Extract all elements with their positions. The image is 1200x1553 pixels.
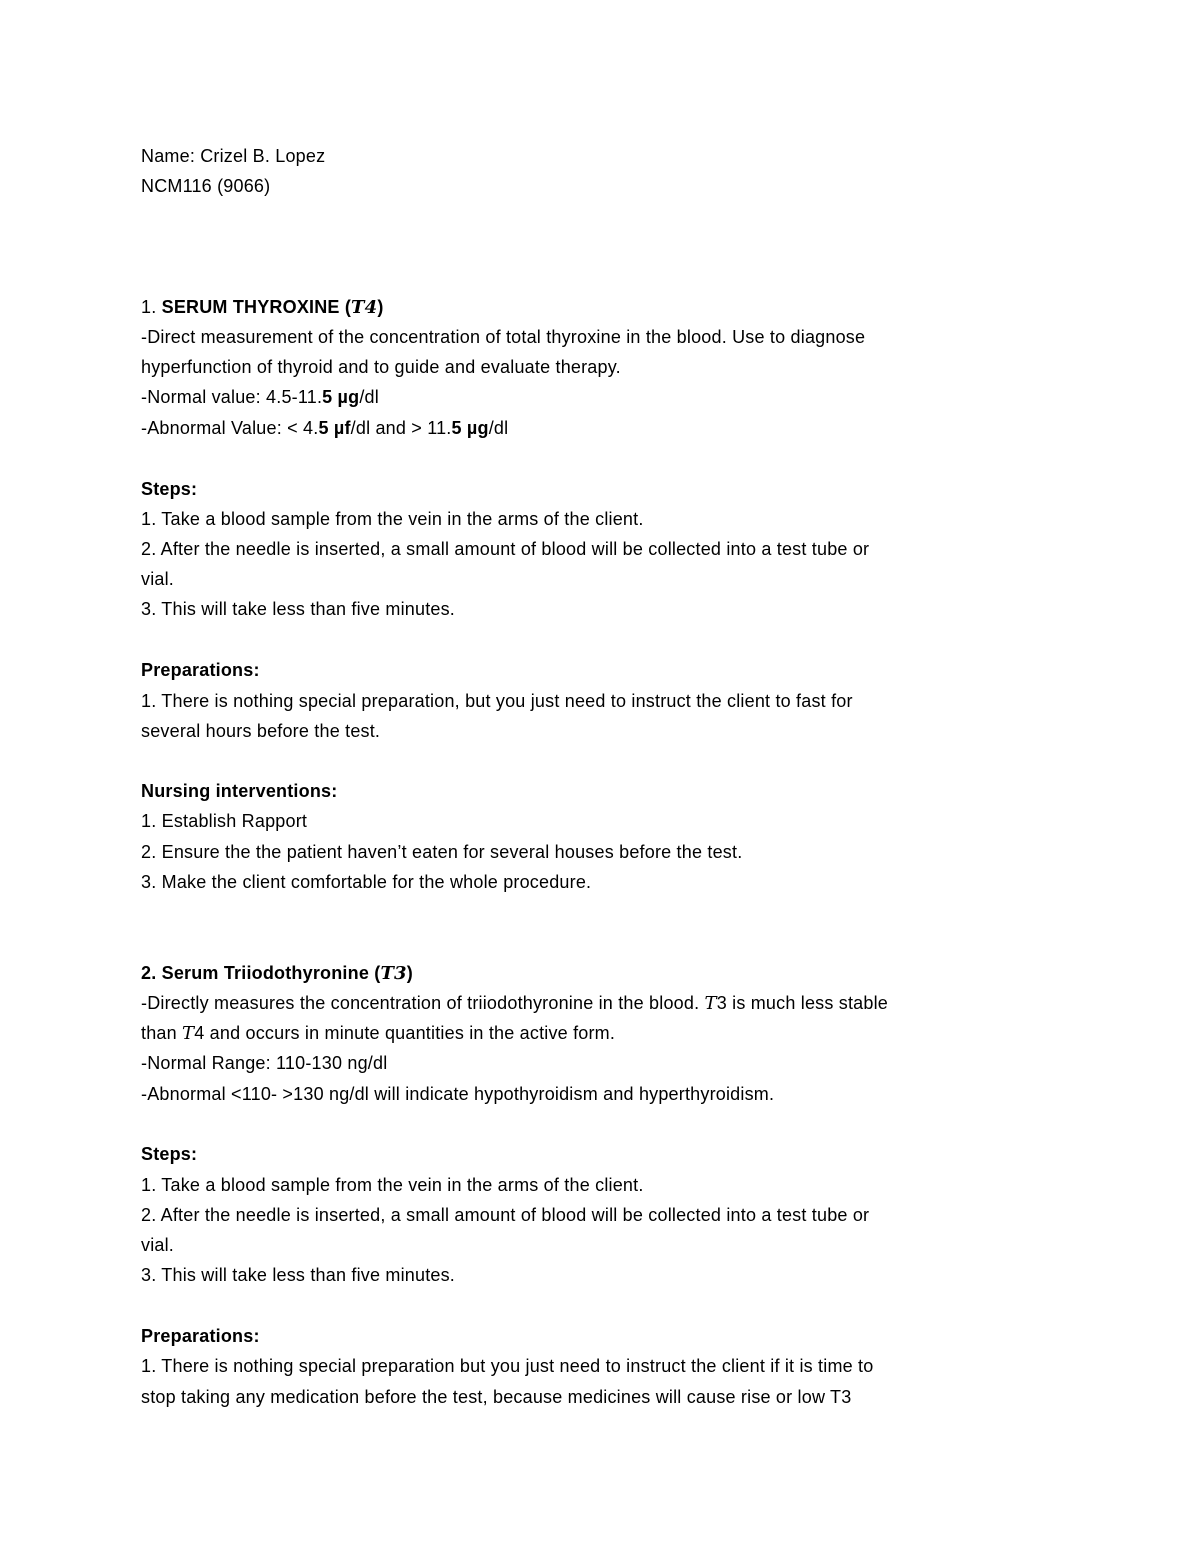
prep-item (141, 720, 380, 742)
step-text: This will take less than five minutes. (156, 599, 456, 619)
step-text: After the needle is inserted, a small amount of blood will be collected into a test tube or (156, 539, 870, 559)
nursing-text: Establish Rapport (156, 811, 308, 831)
prep-num: 1. (141, 1356, 157, 1376)
step-num: 2. (141, 539, 157, 559)
step-num: 1. (141, 1175, 157, 1195)
heading-number: 1. (141, 297, 162, 317)
abnormal-mid: /dl and > 11. (350, 418, 452, 438)
heading-close: ) (406, 963, 413, 983)
nursing-num: 1. (141, 811, 157, 831)
step-item (141, 568, 174, 590)
heading-text: 2. Serum Triiodothyronine ( (141, 963, 381, 983)
nursing-num: 3. (141, 872, 157, 892)
step-item (141, 1234, 174, 1256)
desc-text: than (141, 1023, 183, 1043)
abnormal-prefix: -Abnormal Value: < 4. (141, 418, 319, 438)
step-num: 3. (141, 599, 157, 619)
abnormal-bold1: 5 µf (318, 418, 351, 438)
prep-num: 1. (141, 691, 157, 711)
step-text: This will take less than five minutes. (156, 1265, 456, 1285)
section1-normal-value (141, 386, 379, 408)
step-text: After the needle is inserted, a small amount of blood will be collected into a test tube or (156, 1205, 870, 1225)
section1-nursing-title: Nursing interventions: (141, 781, 338, 801)
nursing-item (141, 810, 307, 832)
prep-item (141, 690, 853, 712)
section1-desc-line2: hyperfunction of thyroid and to guide and evaluate therapy. (141, 357, 621, 377)
step-item (141, 1204, 869, 1226)
desc-math: T (182, 1023, 195, 1044)
nursing-item (141, 871, 591, 893)
prep-text: There is nothing special preparation but you just need to instruct the client if it is time to (156, 1356, 874, 1376)
section1-prep-title: Preparations: (141, 660, 260, 680)
abnormal-suffix: /dl (488, 418, 509, 438)
step-text: Take a blood sample from the vein in the arms of the client. (156, 509, 644, 529)
prep-text: stop taking any medication before the test, because medicines will cause rise or low T3 (141, 1387, 852, 1407)
section2-desc-line1 (141, 992, 888, 1015)
step-item (141, 598, 455, 620)
prep-text: several hours before the test. (141, 721, 381, 741)
section1-desc-line1: -Direct measurement of the concentration of total thyroxine in the blood. Use to diagnose (141, 327, 866, 347)
nursing-num: 2. (141, 842, 157, 862)
heading-close: ) (377, 297, 384, 317)
normal-prefix: -Normal value: 4.5-11. (141, 387, 323, 407)
step-item (141, 508, 644, 530)
section2-normal-range: -Normal Range: 110-130 ng/dl (141, 1053, 388, 1073)
nursing-text: Ensure the the patient haven’t eaten for several houses before the test. (156, 842, 743, 862)
desc-text: 3 is much less stable (716, 993, 888, 1013)
step-item (141, 538, 869, 560)
normal-suffix: /dl (359, 387, 379, 407)
step-item (141, 1174, 644, 1196)
abnormal-bold2: 5 µg (451, 418, 489, 438)
step-item (141, 1264, 455, 1286)
prep-item (141, 1355, 873, 1377)
step-text: Take a blood sample from the vein in the arms of the client. (156, 1175, 644, 1195)
step-text: vial. (141, 1235, 175, 1255)
nursing-text: Make the client comfortable for the whole procedure. (156, 872, 592, 892)
section2-abnormal: -Abnormal <110- >130 ng/dl will indicate hypothyroidism and hyperthyroidism. (141, 1084, 775, 1104)
step-text: vial. (141, 569, 175, 589)
step-num: 3. (141, 1265, 157, 1285)
step-num: 2. (141, 1205, 157, 1225)
section2-prep-title: Preparations: (141, 1326, 260, 1346)
heading-math: T4 (351, 297, 378, 318)
course-code: NCM116 (9066) (141, 176, 271, 196)
section1-heading (141, 296, 384, 319)
section1-abnormal-value (141, 417, 508, 439)
section2-desc-line2 (141, 1022, 615, 1045)
student-name: Name: Crizel B. Lopez (141, 146, 326, 166)
section2-steps-title: Steps: (141, 1144, 198, 1164)
section2-heading (141, 962, 413, 985)
step-num: 1. (141, 509, 157, 529)
desc-text: -Directly measures the concentration of triiodothyronine in the blood. (141, 993, 705, 1013)
desc-text: 4 and occurs in minute quantities in the active form. (194, 1023, 616, 1043)
desc-math: T (704, 993, 717, 1014)
prep-item (141, 1386, 851, 1408)
section1-steps-title: Steps: (141, 479, 198, 499)
normal-bold: 5 µg (322, 387, 360, 407)
nursing-item (141, 841, 742, 863)
heading-text: SERUM THYROXINE ( (161, 297, 352, 317)
prep-text: There is nothing special preparation, but you just need to instruct the client to fast for (156, 691, 853, 711)
heading-math: T3 (380, 963, 407, 984)
